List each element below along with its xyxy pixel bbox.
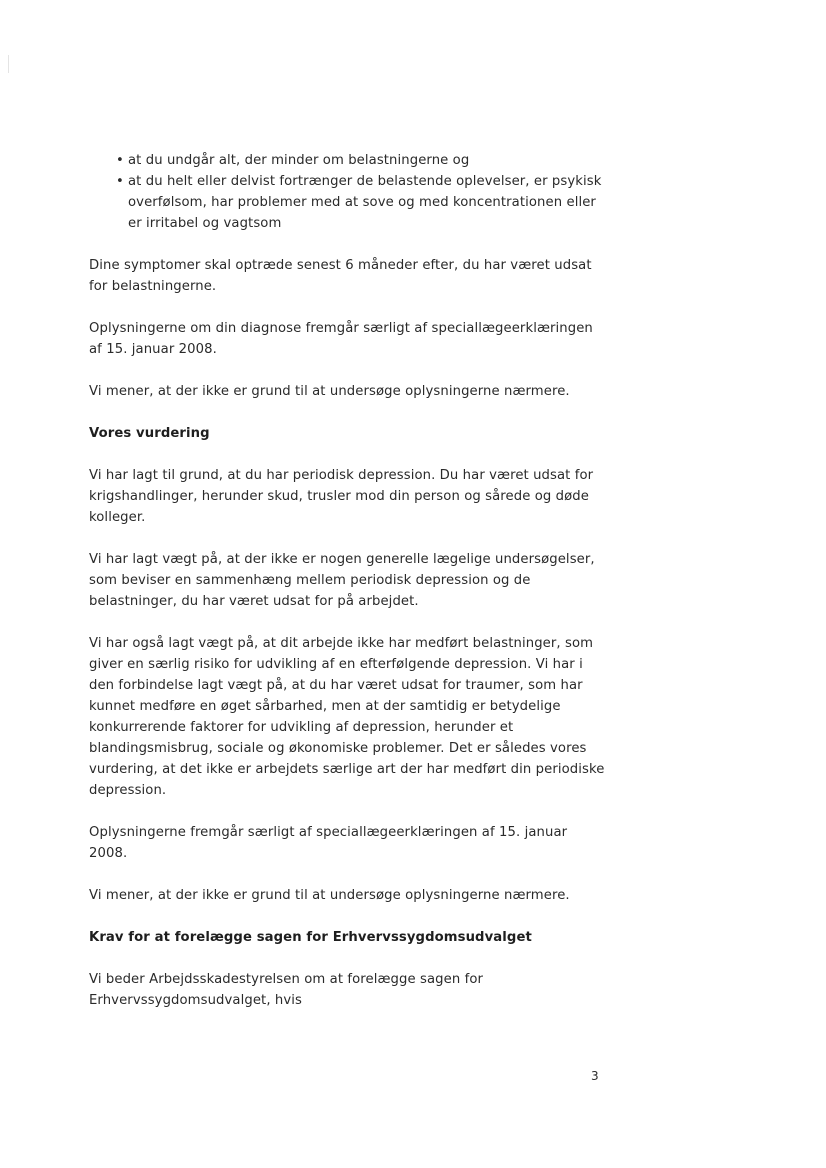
- paragraph-no-general-evidence: Vi har lagt vægt på, at der ikke er nogen generelle lægelige undersøgelser, som beviser en sammenhæng mellem periodisk depression og de belastninger, du har været udsat for på arbejdet.: [89, 552, 595, 609]
- scan-edge-mark: [8, 55, 9, 73]
- bullet-text: at du undgår alt, der minder om belastningerne og: [128, 153, 470, 168]
- paragraph-work-risk-assessment: Vi har også lagt vægt på, at dit arbejde ikke har medført belastninger, som giver en særlig risiko for udvikling af en efterfølgende depression. Vi har i den forbindelse lagt vægt på, at du har været udsat for traumer, som har kunnet medføre en øget sårbarhed, men at der samtidig er betydelige konkurrerende faktorer for udvikling af depression, herunder et blandingsmisbrug, sociale og økonomiske problemer. Det er således vores vurdering, at det ikke er arbejdets særlige art der har medført din periodiske depression.: [89, 636, 605, 798]
- paragraph-information-source: Oplysningerne fremgår særligt af speciallægeerklæringen af 15. januar 2008.: [89, 825, 568, 861]
- list-item: [89, 171, 609, 234]
- paragraph-assessment-basis: Vi har lagt til grund, at du har periodisk depression. Du har været udsat for krigshandlinger, herunder skud, trusler mod din person og sårede og døde kolleger.: [89, 468, 594, 525]
- bullet-list: [89, 150, 609, 234]
- page-body: [89, 150, 609, 1032]
- page-number: 3: [591, 1069, 599, 1083]
- paragraph-no-further-investigation-2: Vi mener, at der ikke er grund til at undersøge oplysningerne nærmere.: [89, 888, 570, 903]
- paragraph-no-further-investigation: Vi mener, at der ikke er grund til at undersøge oplysningerne nærmere.: [89, 384, 570, 399]
- paragraph-committee-request: Vi beder Arbejdsskadestyrelsen om at forelægge sagen for Erhvervssygdomsudvalget, hvis: [89, 972, 484, 1008]
- bullet-icon: •: [116, 153, 124, 168]
- paragraph-symptoms-deadline: Dine symptomer skal optræde senest 6 måneder efter, du har været udsat for belastningerne.: [89, 258, 592, 294]
- heading-committee-requirements: Krav for at forelægge sagen for Erhvervssygdomsudvalget: [89, 930, 532, 945]
- paragraph-diagnosis-source: Oplysningerne om din diagnose fremgår særligt af speciallægeerklæringen af 15. januar 2008.: [89, 321, 593, 357]
- heading-assessment: Vores vurdering: [89, 426, 210, 441]
- bullet-icon: •: [116, 174, 124, 189]
- list-item: [89, 150, 609, 171]
- bullet-text: at du helt eller delvist fortrænger de belastende oplevelser, er psykisk overfølsom, har problemer med at sove og med koncentrationen eller er irritabel og vagtsom: [128, 174, 602, 231]
